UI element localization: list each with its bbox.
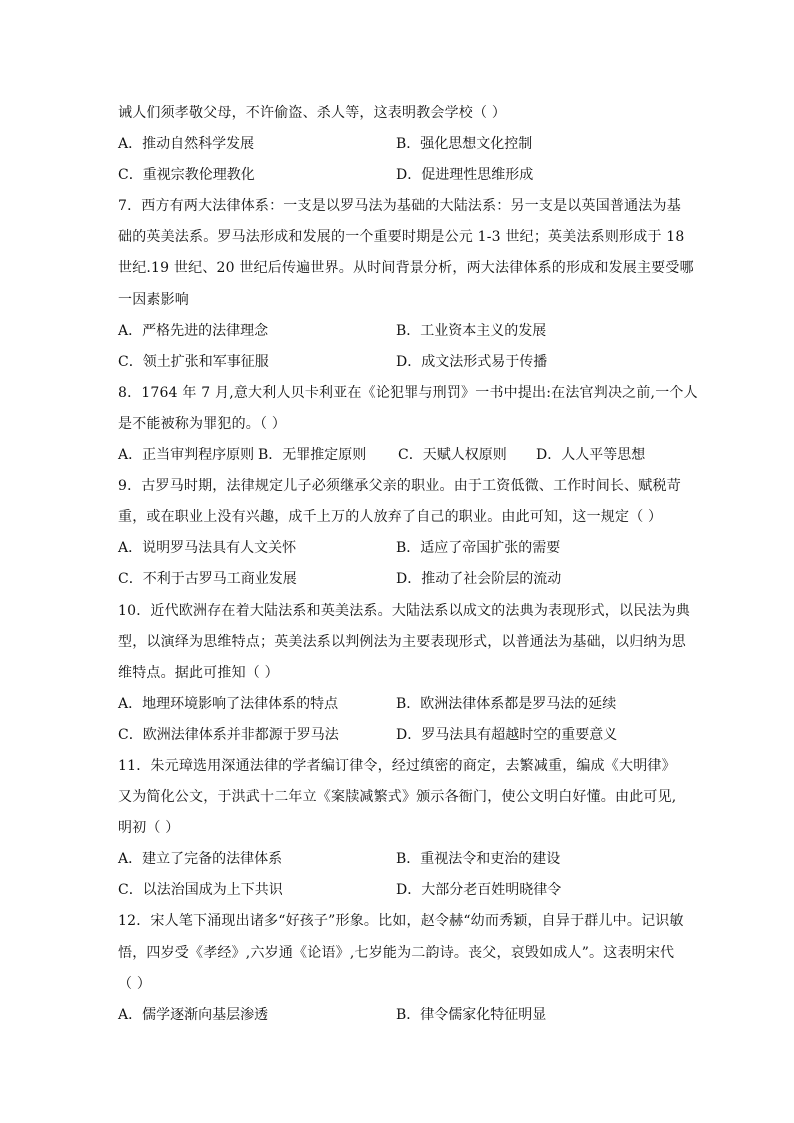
q9-options-row-2 <box>118 564 678 595</box>
q8-option-a[interactable]: A．正当审判程序原则 <box>118 447 255 464</box>
q7-option-a[interactable]: A．严格先进的法律理念 <box>118 322 269 339</box>
q11-stem-line: 又为简化公文，于洪武十二年立《案牍减繁式》颁示各衙门，使公文明白好懂。由此可见, <box>118 789 677 806</box>
q12-stem-line: （ ） <box>118 975 152 992</box>
q7-option-d[interactable]: D．成文法形式易于传播 <box>396 353 548 370</box>
q7-stem-line: 7．西方有两大法律体系：一支是以罗马法为基础的大陆法系：另一支是以英国普通法为基 <box>118 198 681 215</box>
q9-option-d[interactable]: D．推动了社会阶层的流动 <box>396 571 562 588</box>
q10-option-a[interactable]: A．地理环境影响了法律体系的特点 <box>118 695 339 712</box>
q11-option-c[interactable]: C．以法治国成为上下共识 <box>118 882 283 899</box>
q10-option-c[interactable]: C．欧洲法律体系并非都源于罗马法 <box>118 726 339 743</box>
q6-option-a[interactable]: A．推动自然科学发展 <box>118 136 255 153</box>
q9-option-b[interactable]: B．适应了帝国扩张的需要 <box>396 540 561 557</box>
q6-option-b[interactable]: B．强化思想文化控制 <box>396 136 533 153</box>
q6-option-d[interactable]: D．促进理性思维形成 <box>396 167 534 184</box>
q10-option-d[interactable]: D．罗马法具有超越时空的重要意义 <box>396 726 618 743</box>
q9-option-a[interactable]: A．说明罗马法具有人文关怀 <box>118 540 297 557</box>
q10-stem-line: 维特点。据此可推知（ ） <box>118 664 279 681</box>
q7-stem-line: 础的英美法系。罗马法形成和发展的一个重要时期是公元 1-3 世纪；英美法系则形成于 18 <box>118 229 685 246</box>
q9-options-row-1 <box>118 533 678 564</box>
q6-options-row-2 <box>118 160 678 191</box>
q11-options-row-1 <box>118 844 678 875</box>
q8-options-row <box>118 440 678 471</box>
q7-stem-line: 一因素影响 <box>118 291 189 308</box>
exam-page <box>118 98 698 1031</box>
q11-stem-line: 明初（ ） <box>118 820 180 837</box>
q6-stem-continuation: 诫人们须孝敬父母，不许偷盗、杀人等，这表明教会学校（ ） <box>118 105 507 121</box>
q11-option-b[interactable]: B．重视法令和吏治的建设 <box>396 851 561 868</box>
q9-option-c[interactable]: C．不利于古罗马工商业发展 <box>118 571 297 588</box>
q10-stem-line: 10．近代欧洲存在着大陆法系和英美法系。大陆法系以成文的法典为表现形式，以民法为典 <box>118 602 691 619</box>
q9-stem-line: 9．古罗马时期，法律规定儿子必须继承父亲的职业。由于工资低微、工作时间长、赋税苛 <box>118 478 681 495</box>
q7-options-row-1 <box>118 316 678 347</box>
q12-option-a[interactable]: A．儒学逐渐向基层渗透 <box>118 1006 269 1023</box>
q6-options-row-1 <box>118 129 678 160</box>
q10-options-row-1 <box>118 689 678 720</box>
q10-option-b[interactable]: B．欧洲法律体系都是罗马法的延续 <box>396 695 617 712</box>
q12-stem-line: 12．宋人笔下涌现出诸多“好孩子”形象。比如，赵令赫“幼而秀颖，自异于群儿中。记识敏 <box>118 913 684 930</box>
q8-option-c[interactable]: C．天赋人权原则 <box>398 447 507 464</box>
q7-stem-line: 世纪.19 世纪、20 世纪后传遍世界。从时间背景分析，两大法律体系的形成和发展主要受哪 <box>118 260 694 277</box>
q12-options-row-1 <box>118 1000 678 1031</box>
q11-option-d[interactable]: D．大部分老百姓明晓律令 <box>396 882 562 899</box>
q10-stem-line: 型，以演绎为思维特点；英美法系以判例法为主要表现形式，以普通法为基础，以归纳为思 <box>118 633 686 650</box>
q8-option-d[interactable]: D．人人平等思想 <box>536 447 646 464</box>
q10-options-row-2 <box>118 720 678 751</box>
q11-options-row-2 <box>118 875 678 906</box>
q11-stem-line: 11．朱元璋选用深通法律的学者编订律令，经过缜密的商定，去繁减重，编成《大明律》 <box>118 757 676 774</box>
q6-option-c[interactable]: C．重视宗教伦理教化 <box>118 167 255 184</box>
q11-option-a[interactable]: A．建立了完备的法律体系 <box>118 851 283 868</box>
q8-stem-line: 8．1764 年 7 月,意大利人贝卡利亚在《论犯罪与刑罚》一书中提出:在法官判决之前,一个人 <box>118 384 698 401</box>
q7-option-b[interactable]: B．工业资本主义的发展 <box>396 322 547 339</box>
q7-option-c[interactable]: C．领土扩张和军事征服 <box>118 353 269 370</box>
q12-stem-line: 悟，四岁受《孝经》,六岁通《论语》,七岁能为二韵诗。丧父，哀毁如成人”。这表明宋代 <box>118 944 675 961</box>
q8-stem-line: 是不能被称为罪犯的。（ ） <box>118 415 287 432</box>
q8-option-b[interactable]: B．无罪推定原则 <box>258 447 367 464</box>
q9-stem-line: 重，或在职业上没有兴趣，成千上万的人放弃了自己的职业。由此可知，这一规定（ ） <box>118 509 663 526</box>
q12-option-b[interactable]: B．律令儒家化特征明显 <box>396 1006 547 1023</box>
q7-options-row-2 <box>118 347 678 378</box>
